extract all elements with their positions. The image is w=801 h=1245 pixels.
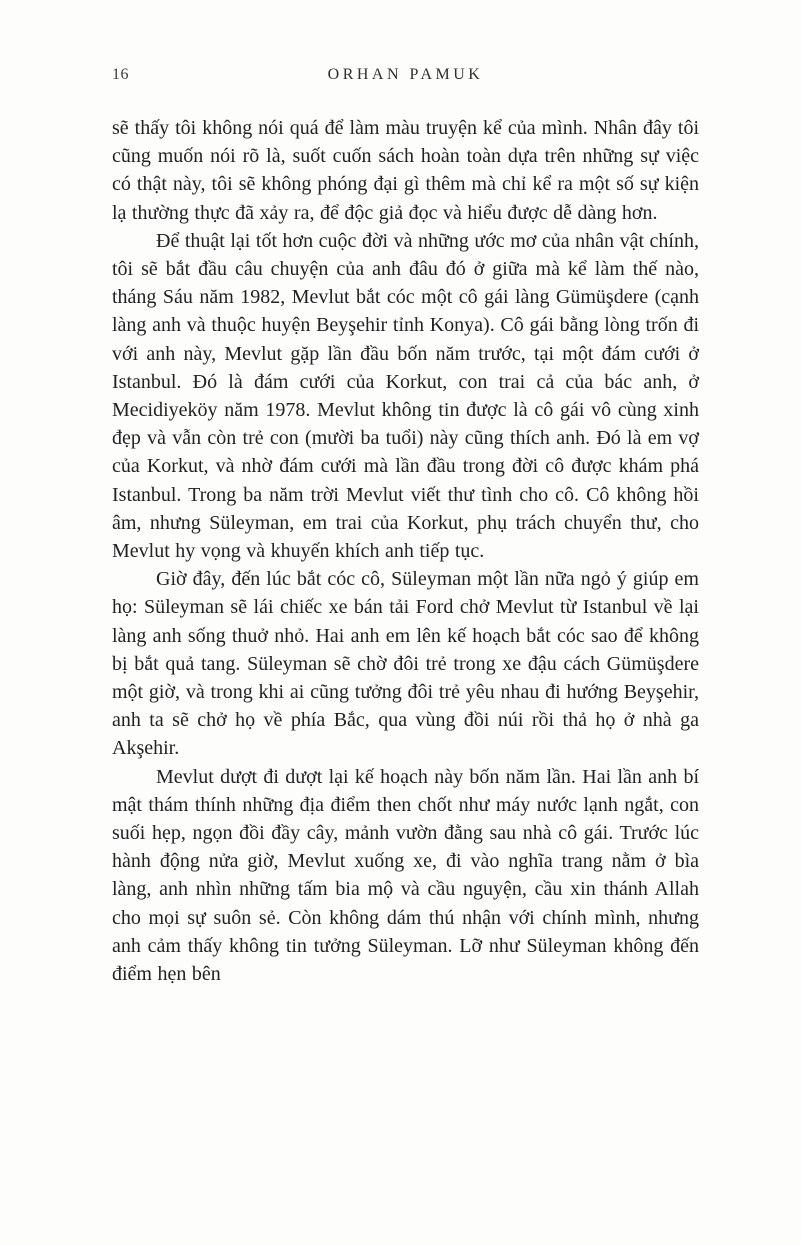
paragraph: Mevlut dượt đi dượt lại kế hoạch này bốn năm lần. Hai lần anh bí mật thám thính những địa điểm then chốt như máy nước lạnh ngắt, con suối hẹp, ngọn đồi đầy cây, mảnh vườn đằng sau nhà cô gái. Trước lúc hành động nửa giờ, Mevlut xuống xe, đi vào nghĩa trang nằm ở bìa làng, anh nhìn những tấm bia mộ và cầu nguyện, cầu xin thánh Allah cho mọi sự suôn sẻ. Còn không dám thú nhận với chính mình, nhưng anh cảm thấy không tin tưởng Süleyman. Lỡ như Süleyman không đến điểm hẹn bên [112, 765, 699, 986]
paragraph: Giờ đây, đến lúc bắt cóc cô, Süleyman một lần nữa ngỏ ý giúp em họ: Süleyman sẽ lái chiếc xe bán tải Ford chở Mevlut từ Istanbul về lại làng anh sống thuở nhỏ. Hai anh em lên kế hoạch bắt cóc sao để không bị bắt quả tang. Süleyman sẽ chờ đôi trẻ trong xe đậu cách Gümüşdere một giờ, và trong khi ai cũng tưởng đôi trẻ yêu nhau đi hướng Beyşehir, anh ta sẽ chở họ về phía Bắc, qua vùng đồi núi rồi thả họ ở nhà ga Akşehir. [112, 568, 699, 760]
body-text [112, 114, 699, 988]
page-number: 16 [112, 66, 129, 83]
running-head-author: ORHAN PAMUK [327, 66, 484, 83]
page-header [112, 66, 699, 88]
paragraph: sẽ thấy tôi không nói quá để làm màu truyện kể của mình. Nhân đây tôi cũng muốn nói rõ là, suốt cuốn sách hoàn toàn dựa trên những sự việc có thật này, tôi sẽ không phóng đại gì thêm mà chỉ kể ra một số sự kiện lạ thường thực đã xảy ra, để độc giả đọc và hiểu được dễ dàng hơn. [112, 117, 699, 224]
paragraph: Để thuật lại tốt hơn cuộc đời và những ước mơ của nhân vật chính, tôi sẽ bắt đầu câu chuyện của anh đâu đó ở giữa mà kể làm thế nào, tháng Sáu năm 1982, Mevlut bắt cóc một cô gái làng Gümüşdere (cạnh làng anh và thuộc huyện Beyşehir tỉnh Konya). Cô gái bằng lòng trốn đi với anh này, Mevlut gặp lần đầu bốn năm trước, tại một đám cưới ở Istanbul. Đó là đám cưới của Korkut, con trai cả của bác anh, ở Mecidiyeköy năm 1978. Mevlut không tin được là cô gái vô cùng xinh đẹp và vẫn còn trẻ con (mười ba tuổi) này cũng thích anh. Đó là em vợ của Korkut, và nhờ đám cưới mà lần đầu trong đời cô được khám phá Istanbul. Trong ba năm trời Mevlut viết thư tình cho cô. Cô không hồi âm, nhưng Süleyman, em trai của Korkut, phụ trách chuyển thư, cho Mevlut hy vọng và khuyến khích anh tiếp tục. [112, 229, 699, 563]
